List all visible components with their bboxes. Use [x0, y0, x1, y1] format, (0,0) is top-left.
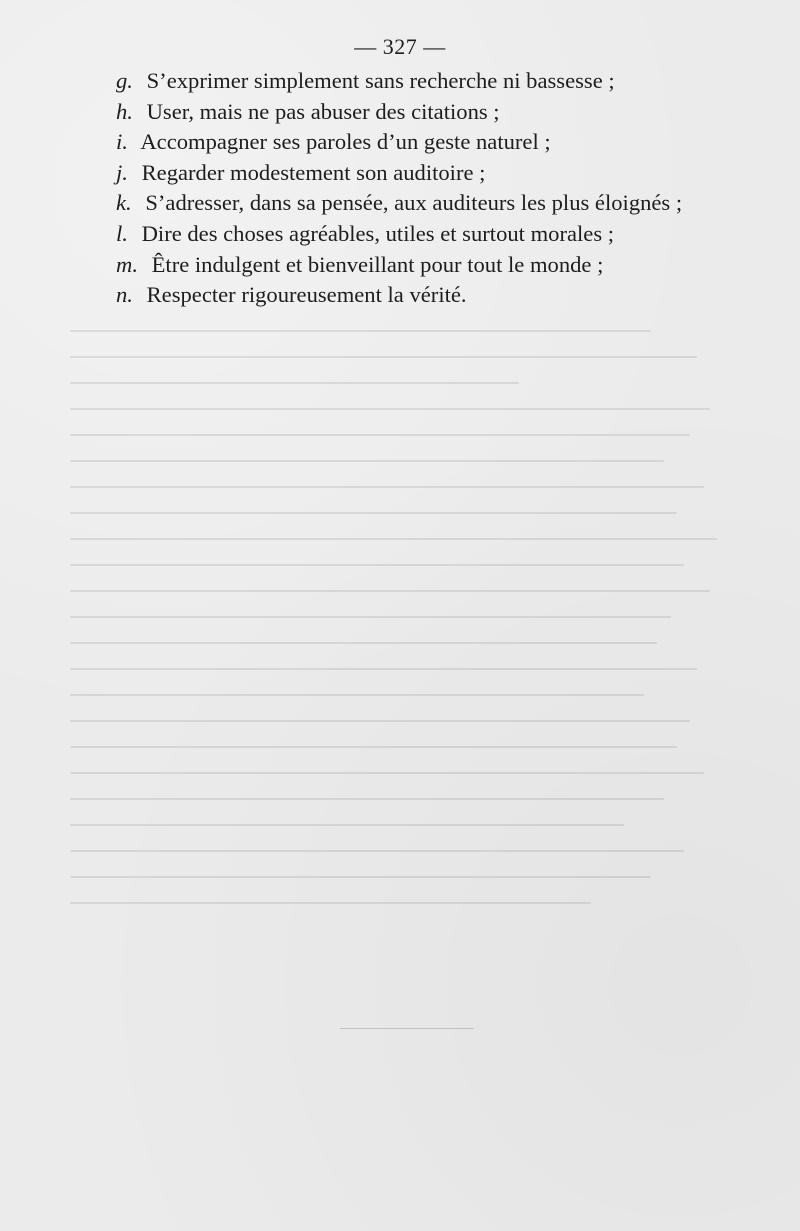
list-item	[116, 66, 736, 97]
list-item-text: Regarder modestement son auditoire ;	[141, 159, 486, 185]
list-item	[116, 250, 736, 281]
list-item-marker: m.	[116, 251, 138, 277]
list-item-marker: g.	[116, 68, 133, 93]
list-item	[116, 280, 736, 311]
list-item-text: Dire des choses agréables, utiles et surtout morales ;	[141, 220, 615, 246]
list-item-marker: j.	[116, 159, 128, 185]
faint-bottom-rule	[340, 1028, 474, 1029]
list-item-text: User, mais ne pas abuser des citations ;	[146, 98, 500, 124]
page-number: — 327 —	[354, 34, 446, 59]
list-item-marker: k.	[116, 190, 132, 216]
recommendation-list	[116, 66, 736, 311]
list-item-marker: n.	[116, 282, 133, 308]
list-item	[116, 97, 736, 128]
list-item-text: Accompagner ses paroles d’un geste naturel ;	[140, 129, 551, 155]
list-item-text: Être indulgent et bienveillant pour tout le monde ;	[151, 251, 604, 277]
list-item-text: S’exprimer simplement sans recherche ni bassesse ;	[146, 68, 615, 93]
list-item-text: Respecter rigoureusement la vérité.	[146, 282, 467, 308]
list-item-marker: l.	[116, 220, 128, 246]
list-item-marker: h.	[116, 98, 133, 124]
list-item-text: S’adresser, dans sa pensée, aux auditeurs les plus éloignés ;	[145, 190, 683, 216]
list-item	[116, 188, 736, 219]
list-item	[116, 219, 736, 250]
list-item	[116, 127, 736, 158]
show-through-text	[70, 330, 730, 970]
list-item	[116, 158, 736, 189]
list-item-marker: i.	[116, 129, 128, 155]
